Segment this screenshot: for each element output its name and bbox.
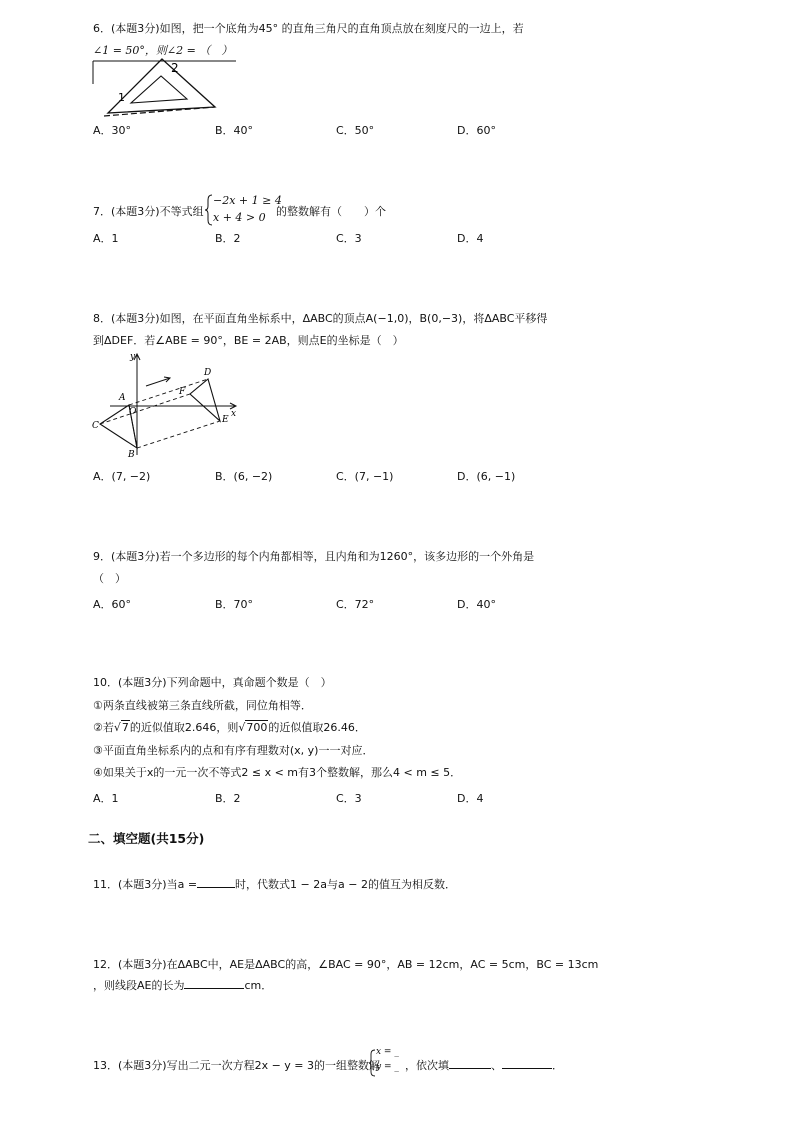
section-title-fill-in: 二、填空题(共15分): [88, 831, 205, 846]
q8-figure: [90, 350, 240, 462]
q13-answer-blank-y[interactable]: [502, 1068, 552, 1069]
q13-answer-blank-x[interactable]: [449, 1068, 491, 1069]
q8-option-c: C．(7, −1): [336, 470, 394, 483]
q10-stem: 10．(本题3分)下列命题中，真命题个数是（ ）: [93, 676, 332, 689]
q7-option-b: B．2: [215, 232, 241, 245]
q10-statement-2: ②若√7的近似值取2.646，则√700的近似值取26.46．: [93, 721, 366, 734]
q7-stem-suffix: 的整数解有（ ）个: [276, 205, 386, 218]
axis-y-label: y: [130, 352, 136, 362]
q9-stem-line1: 9．(本题3分)若一个多边形的每个内角都相等，且内角和为1260°，该多边形的一个外角是: [93, 550, 535, 563]
point-d-label: D: [204, 368, 212, 378]
sqrt-7: 7: [121, 721, 129, 734]
q6-option-b: B．40°: [215, 124, 254, 137]
q13-stem: 13．(本题3分)写出二元一次方程2x − y = 3的一组整数解: [93, 1059, 381, 1072]
q11-answer-blank[interactable]: [197, 887, 235, 888]
origin-label: O: [129, 407, 137, 417]
triangle-inner: [131, 76, 187, 103]
point-f-label: F: [179, 387, 186, 397]
q6-option-d: D．60°: [457, 124, 496, 137]
q8-option-d: D．(6, −1): [457, 470, 516, 483]
q9-option-d: D．40°: [457, 598, 496, 611]
q9-stem-line2: （ ）: [93, 572, 126, 585]
q12-answer-blank[interactable]: [184, 988, 244, 989]
q11-text: 11．(本题3分)当a = 时，代数式1 − 2a与a − 2的值互为相反数．: [93, 878, 456, 891]
q13-tail: ，依次填 、 ．: [405, 1059, 563, 1072]
q8-stem-line1: 8．(本题3分)如图，在平面直角坐标系中，ΔABC的顶点A(−1,0)，B(0,−3)，将ΔABC平移得: [93, 312, 548, 325]
q10-statement-3: ③平面直角坐标系内的点和有序有理数对(x, y)一一对应．: [93, 744, 374, 757]
q12-stem-line2: ，则线段AE的长为 cm．: [93, 979, 273, 992]
point-c-label: C: [92, 421, 99, 431]
q7-option-d: D．4: [457, 232, 484, 245]
triangle-outer: [108, 59, 215, 113]
q13-system-y: y = _: [376, 1062, 399, 1072]
q10-option-d: D．4: [457, 792, 484, 805]
q10-option-b: B．2: [215, 792, 241, 805]
q9-option-a: A．60°: [93, 598, 132, 611]
point-e-label: E: [222, 415, 229, 425]
q10-option-c: C．3: [336, 792, 362, 805]
q7-ineq-1: −2x + 1 ≥ 4: [213, 194, 282, 207]
q13-brace: [369, 1049, 375, 1077]
q10-statement-1: ①两条直线被第三条直线所截，同位角相等．: [93, 699, 312, 712]
q10-statement-4: ④如果关于x的一元一次不等式2 ≤ x < m有3个整数解，那么4 < m ≤ 5．: [93, 766, 462, 779]
q8-option-b: B．(6, −2): [215, 470, 273, 483]
q13-system-x: x = _: [376, 1047, 399, 1057]
q7-brace: [205, 194, 213, 226]
q6-option-a: A．30°: [93, 124, 132, 137]
q6-stem-line1: 6．(本题3分)如图，把一个底角为45° 的直角三角尺的直角顶点放在刻度尺的一边上，若: [93, 22, 524, 35]
q7-option-c: C．3: [336, 232, 362, 245]
q8-option-a: A．(7, −2): [93, 470, 151, 483]
q10-option-a: A．1: [93, 792, 119, 805]
q7-ineq-2: x + 4 > 0: [213, 211, 266, 224]
sqrt-700: 700: [246, 721, 268, 734]
angle-2-label: 2: [171, 61, 179, 75]
point-a-label: A: [119, 393, 126, 403]
axis-x-label: x: [231, 409, 237, 419]
q6-figure: [90, 56, 240, 120]
q7-option-a: A．1: [93, 232, 119, 245]
q6-option-c: C．50°: [336, 124, 375, 137]
angle-1-label: 1: [118, 91, 125, 104]
point-b-label: B: [128, 450, 135, 460]
q6-stem-line2: ∠1 = 50°，则∠2 = （ ）: [93, 44, 233, 57]
q12-stem-line1: 12．(本题3分)在ΔABC中，AE是ΔABC的高，∠BAC = 90°，AB = 12cm，AC = 5cm，BC = 13cm: [93, 958, 599, 971]
q9-option-b: B．70°: [215, 598, 254, 611]
q9-option-c: C．72°: [336, 598, 375, 611]
q8-stem-line2: 到ΔDEF．若∠ABE = 90°，BE = 2AB，则点E的坐标是（ ）: [93, 334, 404, 347]
q7-stem-prefix: 7．(本题3分)不等式组: [93, 205, 204, 218]
